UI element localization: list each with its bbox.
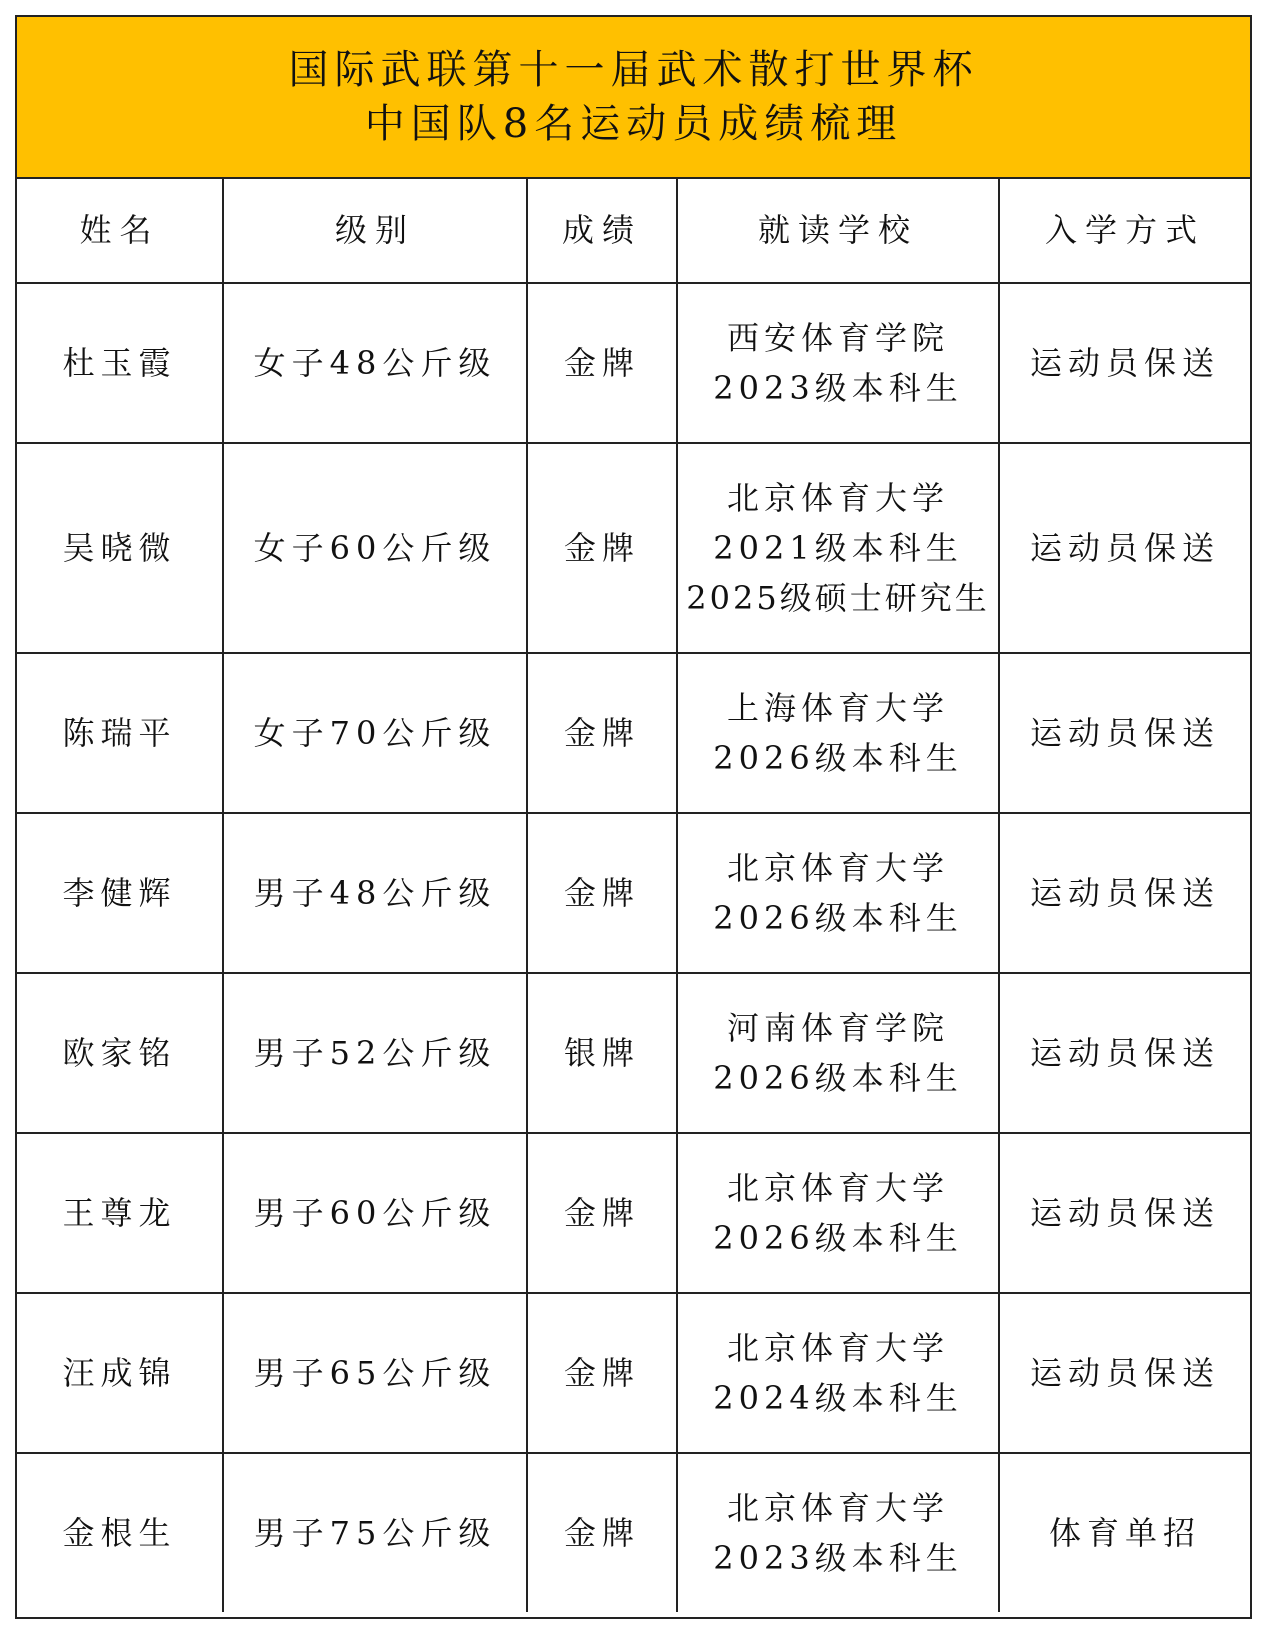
header-category: 级别 [223, 177, 527, 283]
school-line: 北京体育大学 [726, 1489, 949, 1527]
cell-admission: 运动员保送 [999, 813, 1250, 973]
cell-result: 金牌 [527, 1293, 677, 1453]
school-line: 2021级本科生 [713, 529, 963, 567]
cell-school [677, 813, 999, 973]
cell-admission: 运动员保送 [999, 973, 1250, 1133]
cell-result: 金牌 [527, 283, 677, 443]
cell-admission: 运动员保送 [999, 653, 1250, 813]
cell-name: 陈瑞平 [17, 653, 223, 813]
table-row [17, 1293, 1250, 1453]
table-row [17, 443, 1250, 653]
cell-category: 男子65公斤级 [223, 1293, 527, 1453]
cell-name: 金根生 [17, 1453, 223, 1612]
table-row [17, 283, 1250, 443]
school-line: 2026级本科生 [713, 739, 963, 777]
results-sheet [15, 15, 1252, 1619]
cell-category: 男子75公斤级 [223, 1453, 527, 1612]
cell-category: 男子60公斤级 [223, 1133, 527, 1293]
header-school: 就读学校 [677, 177, 999, 283]
school-line: 西安体育学院 [726, 319, 949, 357]
cell-school [677, 1453, 999, 1612]
school-line: 河南体育学院 [726, 1009, 949, 1047]
title-line-2: 中国队8名运动员成绩梳理 [364, 101, 903, 147]
cell-admission: 运动员保送 [999, 1133, 1250, 1293]
cell-result: 金牌 [527, 1133, 677, 1293]
school-line: 2023级本科生 [713, 369, 963, 407]
cell-school [677, 653, 999, 813]
school-line: 2023级本科生 [713, 1539, 963, 1577]
cell-category: 女子60公斤级 [223, 443, 527, 653]
header-admission: 入学方式 [999, 177, 1250, 283]
cell-school [677, 1293, 999, 1453]
cell-name: 王尊龙 [17, 1133, 223, 1293]
table-header-row [17, 177, 1250, 283]
school-line: 北京体育大学 [726, 1329, 949, 1367]
table-row [17, 1133, 1250, 1293]
title-line-1: 国际武联第十一届武术散打世界杯 [288, 47, 979, 93]
table-row [17, 653, 1250, 813]
cell-name: 吴晓微 [17, 443, 223, 653]
cell-result: 金牌 [527, 443, 677, 653]
header-result: 成绩 [527, 177, 677, 283]
table-row [17, 1453, 1250, 1612]
school-line: 2026级本科生 [713, 1219, 963, 1257]
school-line: 北京体育大学 [726, 1169, 949, 1207]
cell-school [677, 1133, 999, 1293]
school-line: 2026级本科生 [713, 899, 963, 937]
cell-admission: 体育单招 [999, 1453, 1250, 1612]
cell-category: 女子70公斤级 [223, 653, 527, 813]
school-line: 2025级硕士研究生 [686, 579, 990, 617]
cell-admission: 运动员保送 [999, 1293, 1250, 1453]
cell-name: 杜玉霞 [17, 283, 223, 443]
school-line: 北京体育大学 [726, 479, 949, 517]
cell-result: 金牌 [527, 813, 677, 973]
cell-name: 欧家铭 [17, 973, 223, 1133]
cell-name: 李健辉 [17, 813, 223, 973]
school-line: 2024级本科生 [713, 1379, 963, 1417]
cell-admission: 运动员保送 [999, 443, 1250, 653]
cell-name: 汪成锦 [17, 1293, 223, 1453]
school-line: 北京体育大学 [726, 849, 949, 887]
cell-school [677, 283, 999, 443]
results-table [17, 177, 1250, 1612]
title-banner [17, 17, 1250, 179]
cell-result: 银牌 [527, 973, 677, 1133]
school-line: 2026级本科生 [713, 1059, 963, 1097]
cell-admission: 运动员保送 [999, 283, 1250, 443]
table-row [17, 813, 1250, 973]
cell-category: 男子52公斤级 [223, 973, 527, 1133]
cell-school [677, 443, 999, 653]
cell-result: 金牌 [527, 653, 677, 813]
school-line: 上海体育大学 [726, 689, 949, 727]
cell-category: 女子48公斤级 [223, 283, 527, 443]
cell-result: 金牌 [527, 1453, 677, 1612]
header-name: 姓名 [17, 177, 223, 283]
cell-category: 男子48公斤级 [223, 813, 527, 973]
table-row [17, 973, 1250, 1133]
cell-school [677, 973, 999, 1133]
